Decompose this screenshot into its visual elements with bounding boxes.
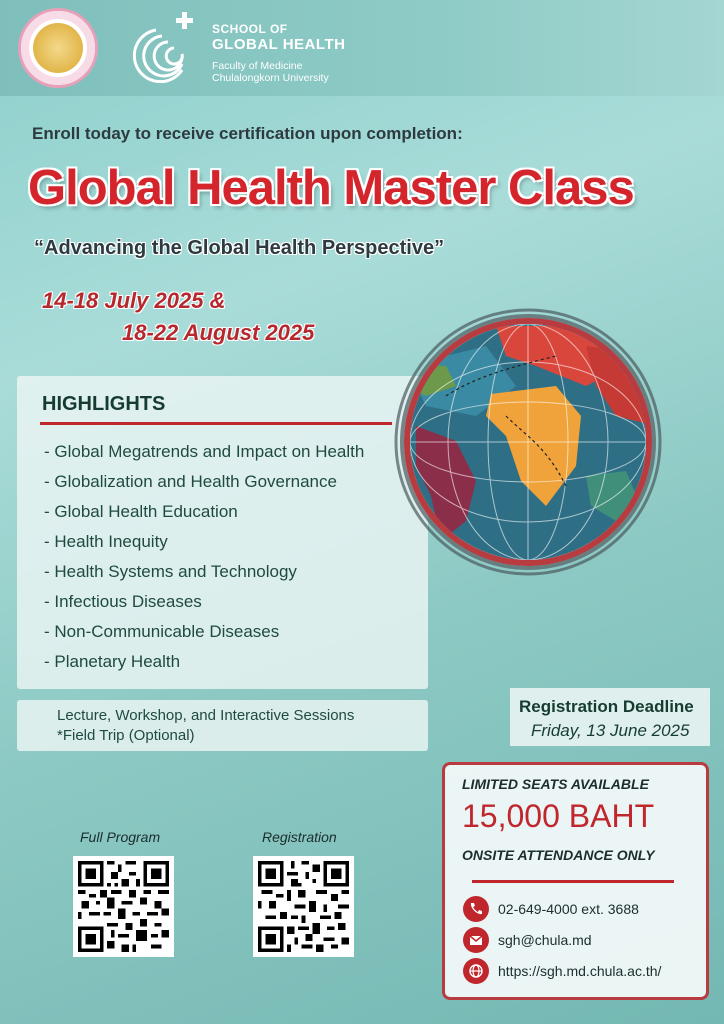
list-item: - Non-Communicable Diseases: [44, 622, 280, 641]
global-health-logo-icon: [126, 10, 200, 86]
faculty-line1: Faculty of Medicine: [212, 60, 303, 72]
page-subtitle: “Advancing the Global Health Perspective”: [34, 237, 445, 259]
school-name-line2: GLOBAL HEALTH: [212, 36, 346, 53]
phone-number[interactable]: 02-649-4000 ext. 3688: [498, 901, 639, 917]
highlights-list: [44, 440, 364, 680]
email-address[interactable]: sgh@chula.md: [498, 932, 592, 948]
globe-illustration-icon: [386, 306, 670, 578]
date-july: 14-18 July 2025 &: [42, 288, 226, 313]
page-title: Global Health Master Class: [28, 161, 634, 215]
phone-icon: [463, 896, 489, 922]
enroll-text: Enroll today to receive certification upon completion:: [32, 124, 463, 143]
date-august: 18-22 August 2025: [122, 320, 315, 345]
website-link[interactable]: https://sgh.md.chula.ac.th/: [498, 963, 662, 979]
faculty-line2: Chulalongkorn University: [212, 72, 329, 84]
onsite-text: ONSITE ATTENDANCE ONLY: [462, 847, 655, 863]
list-item: - Globalization and Health Governance: [44, 472, 337, 491]
university-seal-icon: [18, 8, 98, 88]
highlights-title: HIGHLIGHTS: [42, 393, 166, 415]
list-item: - Infectious Diseases: [44, 592, 202, 611]
price-text: 15,000 BAHT: [462, 798, 655, 834]
header-band: [0, 0, 724, 96]
limited-seats-text: LIMITED SEATS AVAILABLE: [462, 776, 649, 792]
globe-icon: [463, 958, 489, 984]
deadline-title: Registration Deadline: [519, 697, 694, 716]
pricing-divider: [472, 880, 674, 883]
format-line2: *Field Trip (Optional): [57, 727, 195, 744]
list-item: - Health Systems and Technology: [44, 562, 297, 581]
list-item: - Planetary Health: [44, 652, 181, 671]
highlights-divider: [40, 422, 392, 425]
list-item: - Global Megatrends and Impact on Health: [44, 442, 365, 461]
school-name-line1: SCHOOL OF: [212, 22, 288, 36]
list-item: - Health Inequity: [44, 532, 168, 551]
list-item: - Global Health Education: [44, 502, 238, 521]
qr-label-registration: Registration: [262, 829, 337, 845]
qr-label-program: Full Program: [80, 829, 161, 845]
format-line1: Lecture, Workshop, and Interactive Sessions: [57, 707, 355, 724]
deadline-date: Friday, 13 June 2025: [531, 721, 690, 740]
email-icon: [463, 927, 489, 953]
faculty-name: [212, 60, 329, 84]
qr-code-program[interactable]: [73, 856, 174, 957]
qr-code-registration[interactable]: [253, 856, 354, 957]
